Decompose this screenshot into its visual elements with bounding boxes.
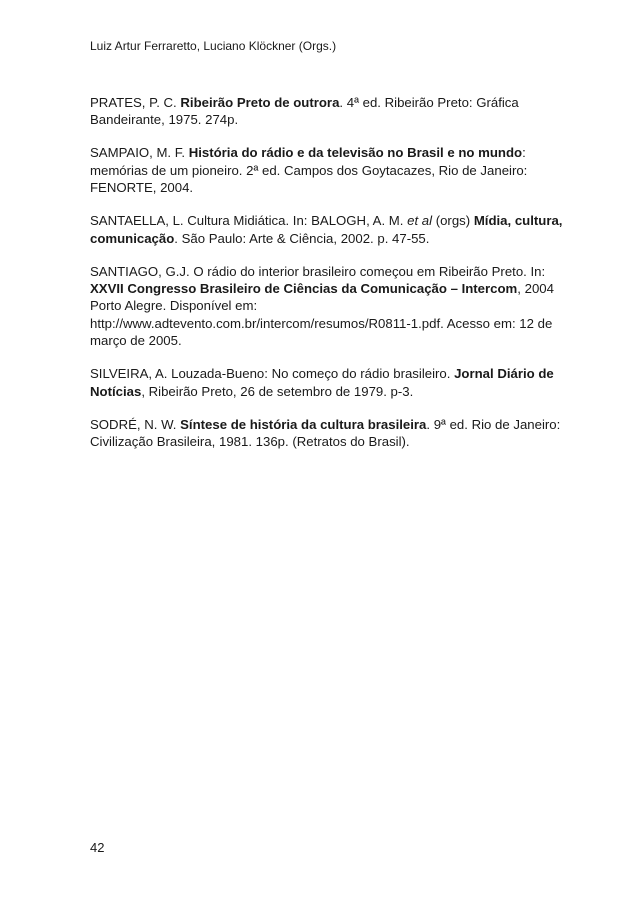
reference-url-line xyxy=(90,315,560,332)
reference-line xyxy=(90,162,560,179)
reference-entry-silveira xyxy=(90,365,560,400)
reference-line xyxy=(90,383,560,400)
title-bold: História do rádio e da televisão no Brasil e no mundo xyxy=(188,145,523,161)
reference-entry-sodre xyxy=(90,416,560,451)
title-bold: Jornal Diário de xyxy=(454,366,554,382)
reference-entry-santaella xyxy=(90,212,563,247)
publication-text: março de 2005. xyxy=(90,333,182,349)
reference-line xyxy=(90,433,560,450)
publication-text: , 2004 xyxy=(517,281,554,297)
reference-entry-santiago xyxy=(90,263,560,350)
title-bold: Ribeirão Preto de outrora xyxy=(180,95,340,110)
author-text: SANTAELLA, L. Cultura Midiática. In: BALOGH, A. M. xyxy=(90,213,408,229)
publication-text: , Ribeirão Preto, 26 de setembro de 1979. p-3. xyxy=(141,383,414,399)
reference-line xyxy=(90,111,560,128)
publication-text: Porto Alegre. Disponível em: xyxy=(90,298,258,314)
author-text: SAMPAIO, M. F. xyxy=(90,145,189,161)
author-text: SODRÉ, N. W. xyxy=(90,416,181,432)
publication-text: . São Paulo: Arte & Ciência, 2002. p. 47-55. xyxy=(174,230,430,246)
publication-text: Civilização Brasileira, 1981. 136p. (Retratos do Brasil). xyxy=(90,434,410,450)
reference-entry-sampaio xyxy=(90,144,560,196)
publication-text: FENORTE, 2004. xyxy=(90,180,194,196)
reference-line xyxy=(90,416,560,433)
page-number: 42 xyxy=(90,840,105,855)
publication-text: (orgs) xyxy=(432,213,474,229)
publication-text: memórias de um pioneiro. 2ª ed. Campos dos Goytacazes, Rio de Janeiro: xyxy=(90,162,528,178)
publication-text: . 9ª ed. Rio de Janeiro: xyxy=(426,416,561,432)
reference-line xyxy=(90,94,560,111)
reference-line xyxy=(90,144,560,161)
author-text: SANTIAGO, G.J. O rádio do interior brasileiro começou em Ribeirão Preto. In: xyxy=(90,263,546,279)
publication-text: Bandeirante, 1975. 274p. xyxy=(90,112,239,128)
publication-text: : xyxy=(522,145,526,161)
reference-line xyxy=(90,332,560,349)
italic-text: et al xyxy=(407,213,433,229)
reference-url: http://www.adtevento.com.br/intercom/resumos/R0811-1.pdf. Acesso em: 12 de xyxy=(90,315,553,331)
running-header: Luiz Artur Ferraretto, Luciano Klöckner (Orgs.) xyxy=(90,39,337,53)
reference-line xyxy=(90,297,560,314)
reference-line xyxy=(90,263,560,280)
title-bold: XXVII Congresso Brasileiro de Ciências da Comunicação – Intercom xyxy=(90,281,518,297)
reference-line xyxy=(90,179,560,196)
author-text: SILVEIRA, A. Louzada-Bueno: No começo do rádio brasileiro. xyxy=(90,366,455,382)
reference-line xyxy=(90,365,560,382)
reference-line xyxy=(90,230,560,247)
reference-entry-prates xyxy=(90,94,560,129)
title-bold: Notícias xyxy=(90,383,142,399)
reference-line xyxy=(90,280,560,297)
publication-text: . 4ª ed. Ribeirão Preto: Gráfica xyxy=(339,95,519,110)
title-bold: Síntese de história da cultura brasileira xyxy=(180,416,427,432)
reference-line xyxy=(90,212,563,229)
reference-list xyxy=(90,94,563,466)
author-text: PRATES, P. C. xyxy=(90,95,181,110)
title-bold: Mídia, cultura, xyxy=(473,213,563,229)
title-bold: comunicação xyxy=(90,230,175,246)
